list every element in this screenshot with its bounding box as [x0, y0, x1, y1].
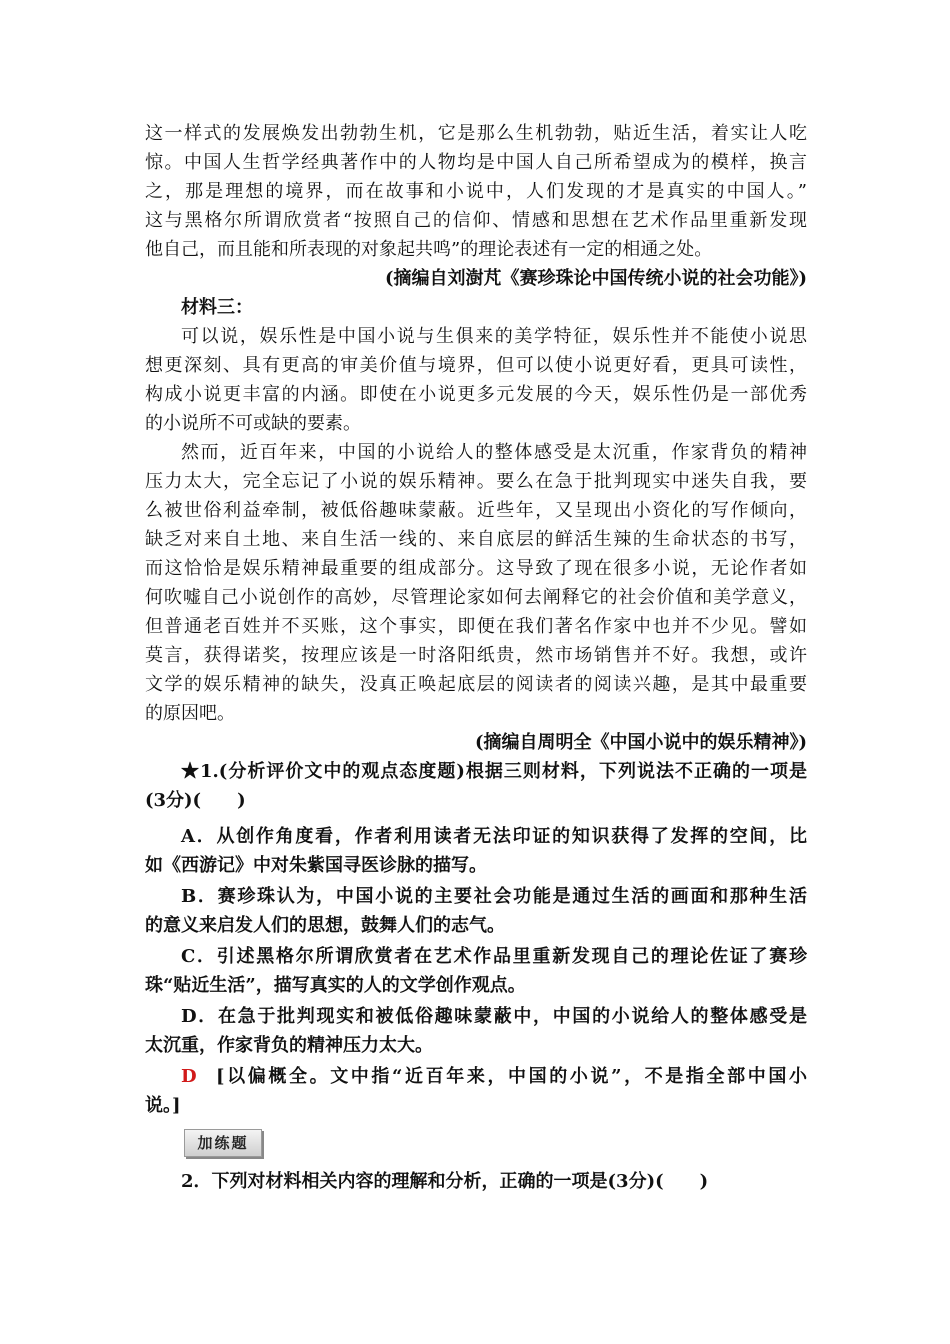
paragraph-line: 可以说，娱乐性是中国小说与生俱来的美学特征，娱乐性并不能使小说思 — [181, 326, 807, 347]
section-title: 材料三： — [181, 297, 253, 318]
paragraph-line: 但普通老百姓并不买账，这个事实，即便在我们著名作家中也并不少见。譬如 — [145, 616, 807, 637]
paragraph-line: 的小说所不可或缺的要素。 — [145, 413, 361, 434]
answer-explanation: 说。] — [145, 1095, 181, 1116]
paragraph-line: 构成小说更丰富的内涵。即使在小说更多元发展的今天，娱乐性仍是一部优秀 — [145, 384, 807, 405]
paragraph-line: 压力太大，完全忘记了小说的娱乐精神。要么在急于批判现实中迷失自我，要 — [145, 471, 807, 492]
option-b: B．赛珍珠认为，中国小说的主要社会功能是通过生活的画面和那种生活 — [181, 886, 807, 907]
paragraph-line: 文学的娱乐精神的缺失，没真正唤起底层的阅读者的阅读兴趣，是其中最重要 — [145, 674, 807, 695]
option-a: 如《西游记》中对朱紫国寻医诊脉的描写。 — [145, 855, 487, 876]
paragraph-line: 惊。中国人生哲学经典著作中的人物均是中国人自己所希望成为的模样，换言 — [145, 152, 807, 173]
extra-practice-badge: 加练题 — [184, 1129, 262, 1157]
paragraph-line: 之，那是理想的境界，而在故事和小说中，人们发现的才是真实的中国人。” — [145, 181, 807, 202]
option-a: A．从创作角度看，作者利用读者无法印证的知识获得了发挥的空间，比 — [181, 826, 807, 847]
paragraph-line: 缺乏对来自土地、来自生活一线的、来自底层的鲜活生辣的生命状态的书写， — [145, 529, 807, 550]
paragraph-line: 想更深刻、具有更高的审美价值与境界，但可以使小说更好看，更具可读性， — [145, 355, 807, 376]
option-d: 太沉重，作家背负的精神压力太大。 — [145, 1035, 433, 1056]
paragraph-line: 这与黑格尔所谓欣赏者“按照自己的信仰、情感和思想在艺术作品里重新发现 — [145, 210, 807, 231]
paragraph-line: 他自己，而且能和所表现的对象起共鸣”的理论表述有一定的相通之处。 — [145, 239, 713, 260]
question-stem: 2．下列对材料相关内容的理解和分析，正确的一项是(3分)( ) — [181, 1171, 709, 1192]
paragraph-line: 的原因吧。 — [145, 703, 235, 724]
question-stem: (3分)( ) — [145, 790, 246, 811]
question-stem: ★1.(分析评价文中的观点态度题)根据三则材料，下列说法不正确的一项是 — [181, 761, 807, 782]
paragraph-line: 么被世俗利益牵制，被低俗趣味蒙蔽。近些年，又呈现出小资化的写作倾向， — [145, 500, 807, 521]
paragraph-line: 何吹嘘自己小说创作的高妙，尽管理论家如何去阐释它的社会价值和美学意义， — [145, 587, 807, 608]
paragraph-line: 这一样式的发展焕发出勃勃生机，它是那么生机勃勃，贴近生活，着实让人吃 — [145, 123, 807, 144]
answer-explanation: [以偏概全。文中指“近百年来，中国的小说”，不是指全部中国小 — [216, 1066, 807, 1087]
source-citation: (摘编自周明全《中国小说中的娱乐精神》) — [474, 732, 807, 753]
source-citation: (摘编自刘澍芃《赛珍珠论中国传统小说的社会功能》) — [384, 268, 807, 289]
paragraph-line: 而这恰恰是娱乐精神最重要的组成部分。这导致了现在很多小说，无论作者如 — [145, 558, 807, 579]
option-d: D．在急于批判现实和被低俗趣味蒙蔽中，中国的小说给人的整体感受是 — [181, 1006, 807, 1027]
paragraph-line: 莫言，获得诺奖，按理应该是一时洛阳纸贵，然市场销售并不好。我想，或许 — [145, 645, 807, 666]
paragraph-line: 然而，近百年来，中国的小说给人的整体感受是太沉重，作家背负的精神 — [181, 442, 807, 463]
answer-letter: D — [181, 1066, 197, 1087]
option-c: C．引述黑格尔所谓欣赏者在艺术作品里重新发现自己的理论佐证了赛珍 — [181, 946, 807, 967]
option-c: 珠“贴近生活”，描写真实的人的文学创作观点。 — [145, 975, 526, 996]
option-b: 的意义来启发人们的思想，鼓舞人们的志气。 — [145, 915, 505, 936]
